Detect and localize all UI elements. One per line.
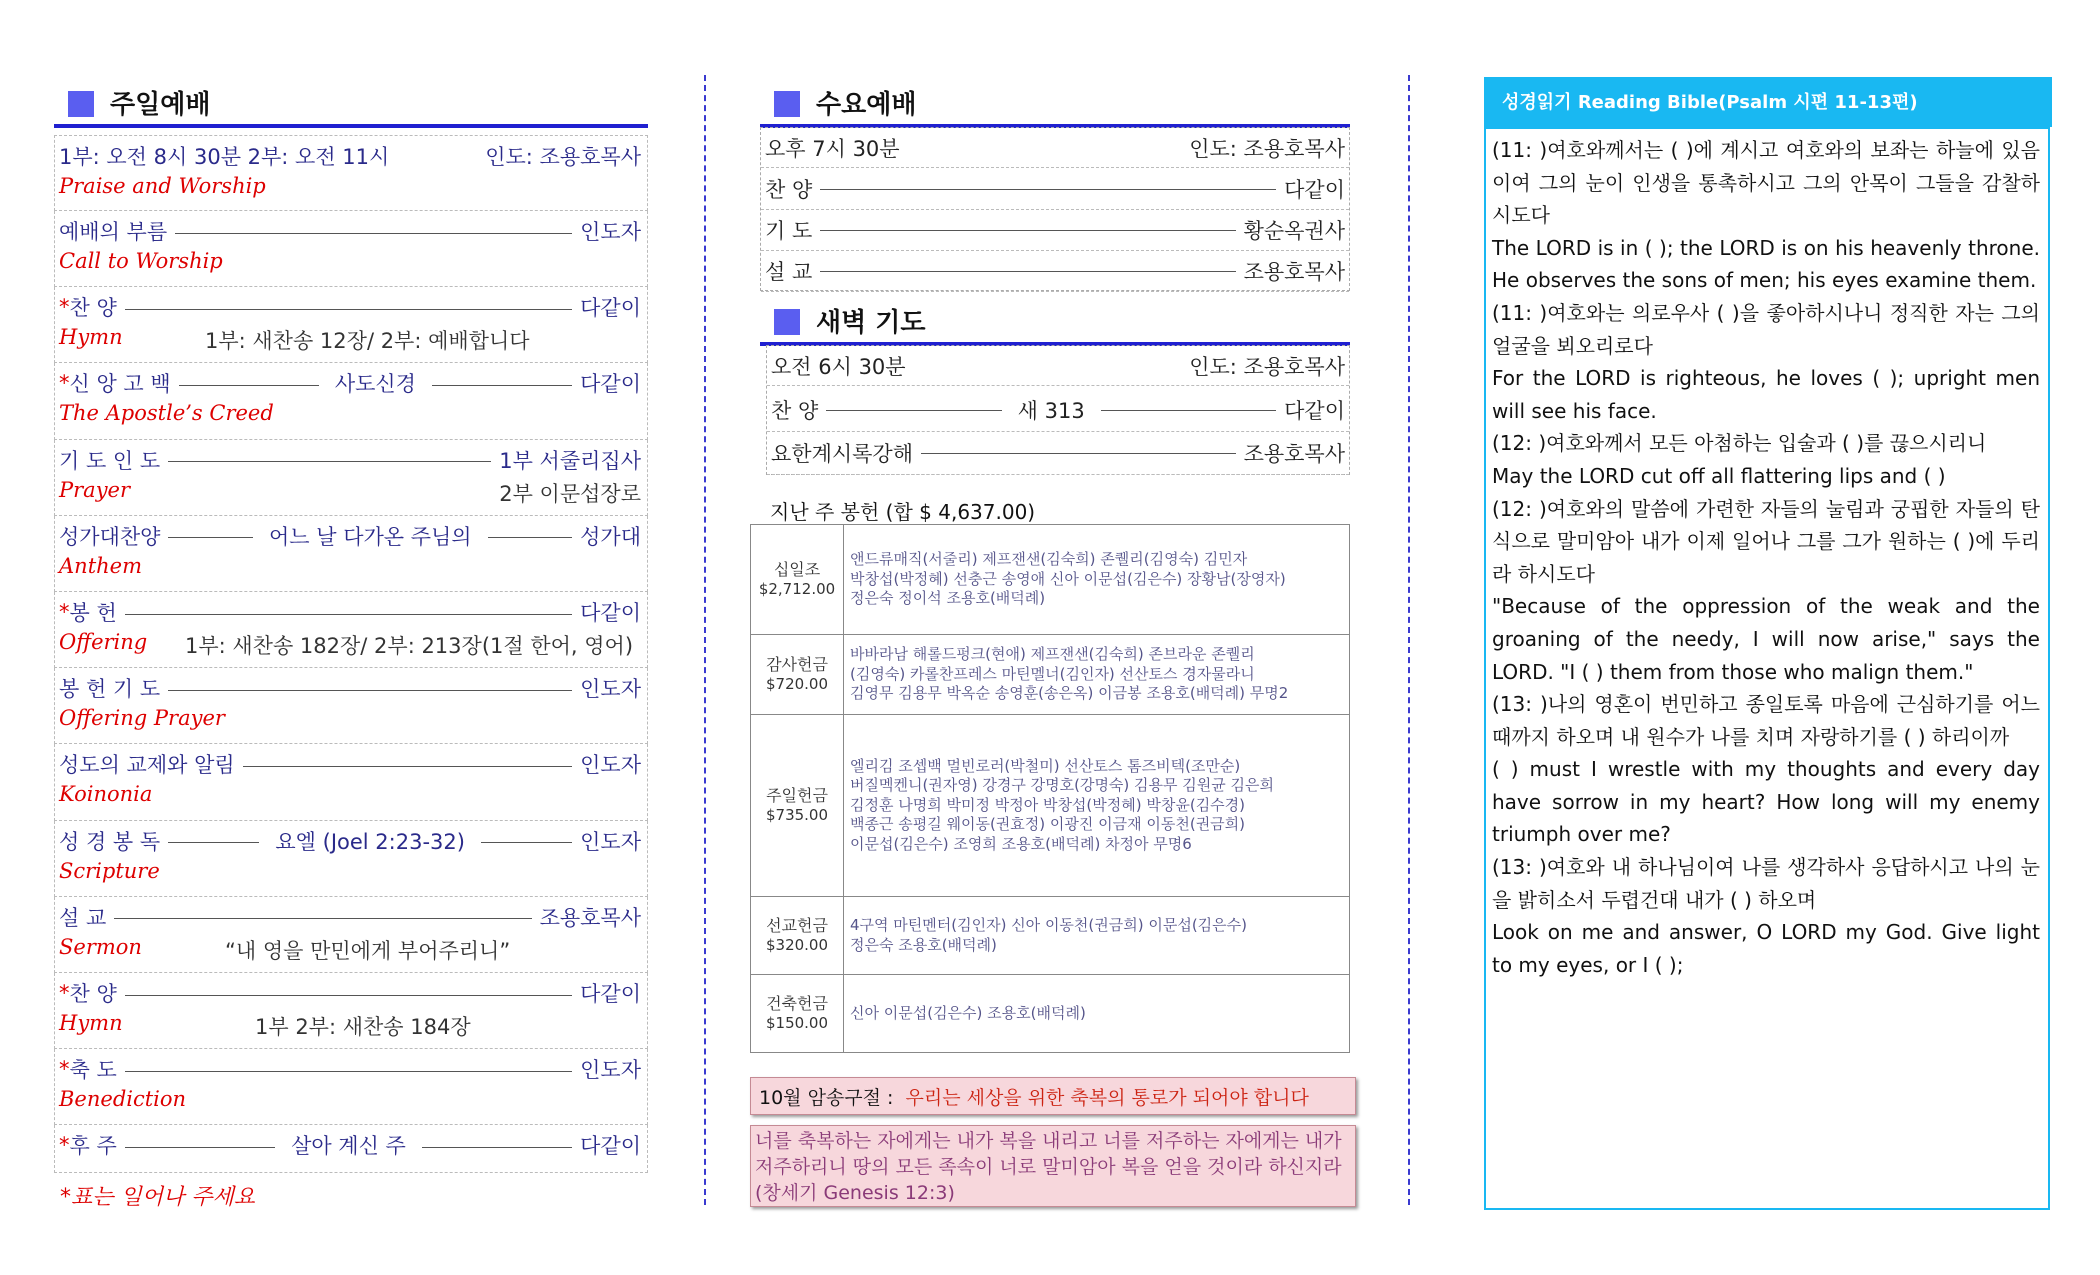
order-item-leader: 다같이 <box>1284 399 1345 423</box>
reading-paragraph: (11: )여호와는 의로우사 ( )을 좋아하시나니 정직한 자는 그의 얼굴을 뵈오리로다 <box>1492 300 2040 358</box>
leader-line <box>114 918 531 919</box>
sunday-order-row <box>54 1125 648 1173</box>
order-item-name: 신 앙 고 백 <box>69 372 171 397</box>
reading-paragraph: (11: )여호와께서는 ( )에 계시고 여호와의 보좌는 하늘에 있음이여 그의 눈이 인생을 통촉하시고 그의 안목이 그들을 감찰하시도다 <box>1492 138 2040 228</box>
wednesday-box <box>760 127 1350 291</box>
leader-line <box>168 690 572 691</box>
section-square-icon <box>774 309 800 335</box>
order-item-name: 찬 양 <box>69 296 117 321</box>
order-item-note: 1부 2부: 새찬송 184장 <box>255 1015 471 1039</box>
order-item-english: Scripture <box>59 858 160 883</box>
order-item-english: Hymn <box>59 1011 123 1035</box>
order-item-leader: 다같이 <box>580 982 641 1006</box>
leader-line <box>921 453 1236 454</box>
order-item-name: 예배의 부름 <box>59 220 168 244</box>
sunday-order-row <box>54 592 648 668</box>
sunday-order-row <box>54 744 648 820</box>
order-item-name: 요한계시록강해 <box>771 442 914 466</box>
order-item-name: 기 도 <box>765 219 813 243</box>
order-item-name: 봉 헌 기 도 <box>59 677 161 702</box>
order-item-leader: 황순옥권사 <box>1243 219 1345 243</box>
sunday-leader: 인도: 조용호목사 <box>485 145 641 169</box>
offering-label: 선교헌금 <box>766 916 828 936</box>
offering-name-line: 이문섭(김은수) 조영희 조용호(배덕례) 차정아 무명6 <box>850 834 1192 853</box>
reading-paragraph: (13: )나의 영혼이 번민하고 종일토록 마음에 근심하기를 어느 때까지 하오며 내 원수가 나를 치며 자랑하기를 ( ) 하리이까 <box>1492 692 2040 749</box>
order-item-name: 축 도 <box>69 1058 117 1083</box>
dawn-box <box>766 345 1350 475</box>
order-item-detail: 요엘 (Joel 2:23-32) <box>275 829 465 854</box>
order-item-detail: 살아 계신 주 <box>291 1134 406 1159</box>
offering-label: 십일조 <box>773 560 821 580</box>
sunday-times: 1부: 오전 8시 30분 2부: 오전 11시 <box>59 145 390 169</box>
leader-line <box>820 230 1235 231</box>
required-stand-marker: * <box>59 295 70 320</box>
memory-verse-bar <box>750 1077 1356 1115</box>
wednesday-leader: 인도: 조용호목사 <box>1189 136 1345 161</box>
required-stand-marker: * <box>59 981 70 1005</box>
offering-heading: 지난 주 봉헌 (합 $ 4,637.00) <box>770 500 1036 524</box>
sunday-title: 주일예배 <box>110 90 211 120</box>
order-item-leader: 성가대 <box>580 524 641 549</box>
reading-header <box>1484 77 2052 127</box>
leader-line <box>432 385 572 386</box>
order-item-english: The Apostle’s Creed <box>59 401 274 426</box>
offering-row <box>751 975 1350 1053</box>
leader-line <box>243 766 573 767</box>
offering-amount: $320.00 <box>765 936 829 955</box>
reading-paragraph: (12: )여호와의 말씀에 가련한 자들의 눌림과 궁핍한 자들의 탄식으로 말미암아 내가 이제 일어나 그를 그가 원하는 ( )에 두리라 하시도다 <box>1492 496 2040 586</box>
offering-name-line: 앤드류매직(서줄리) 제프잰샌(김숙희) 존퀠리(김영숙) 김민자 <box>850 550 1248 569</box>
order-item-note: 2부 이문섭장로 <box>499 481 641 506</box>
offering-name-line: 4구역 마틴멘터(김인자) 신아 이동천(권금희) 이문섭(김은수) <box>850 916 1248 934</box>
reading-paragraph: "Because of the oppression of the weak and the groaning of the needy, I will now arise," says the LORD. "I ( ) them from those who malign them." <box>1492 594 2040 684</box>
leader-line <box>168 842 259 843</box>
offering-label: 감사헌금 <box>766 655 828 675</box>
leader-line <box>179 385 319 386</box>
sunday-times-row <box>54 135 648 211</box>
reading-title: 성경읽기 Reading Bible(Psalm 시편 11-13편) <box>1502 92 1918 113</box>
offering-amount: $150.00 <box>765 1014 829 1033</box>
order-item-name: 성 경 봉 독 <box>59 829 161 854</box>
leader-line <box>125 1071 572 1072</box>
order-item-note: “내 영을 만민에게 부어주리니” <box>225 938 511 963</box>
order-item-detail: 사도신경 <box>334 372 416 397</box>
order-item-name: 찬 양 <box>765 178 813 202</box>
leader-line <box>820 271 1235 272</box>
offering-amount: $720.00 <box>765 675 829 694</box>
leader-line <box>826 410 1001 411</box>
column-separator <box>704 75 706 1205</box>
offering-category <box>751 897 844 975</box>
leader-line <box>481 842 572 843</box>
order-item-name: 성도의 교제와 알림 <box>59 753 235 778</box>
order-item-english: Koinonia <box>59 782 153 807</box>
sunday-order-row <box>54 668 648 744</box>
required-stand-marker: * <box>59 1133 70 1158</box>
offering-label: 주일헌금 <box>766 786 828 806</box>
sunday-order-row <box>54 973 648 1049</box>
offering-category <box>751 975 844 1053</box>
order-item-english: Prayer <box>59 477 131 502</box>
offering-name-line: (김영숙) 카롤찬프레스 마틴멜너(김인자) 선산토스 경자물라니 <box>850 664 1255 683</box>
leader-line <box>125 995 572 996</box>
dawn-order-row <box>767 389 1349 432</box>
memory-label: 10월 암송구절 : <box>759 1087 894 1109</box>
order-item-leader: 인도자 <box>580 220 641 244</box>
required-stand-marker: * <box>59 1057 70 1082</box>
section-square-icon <box>774 91 800 117</box>
order-item-name: 기 도 인 도 <box>59 448 161 473</box>
sunday-order-row <box>54 1049 648 1125</box>
wednesday-time-row <box>761 128 1349 168</box>
reading-paragraph: May the LORD cut off all flattering lips and ( ) <box>1492 463 1946 488</box>
dawn-order-row <box>767 432 1349 475</box>
offering-names <box>844 635 1350 715</box>
leader-line <box>168 537 253 538</box>
dawn-title: 새벽 기도 <box>816 308 926 338</box>
order-item-leader: 인도자 <box>580 829 641 854</box>
order-item-name: 설 교 <box>59 905 107 930</box>
order-item-name: 찬 양 <box>771 399 819 423</box>
offering-row <box>751 635 1350 715</box>
leader-line <box>125 1147 275 1148</box>
offering-name-line: 박창섭(박정혜) 선충근 송영애 신아 이문섭(김은수) 장황남(장영자) <box>850 569 1286 588</box>
offering-category <box>751 635 844 715</box>
sunday-footnote: *표는 일어나 주세요 <box>60 1185 256 1210</box>
order-item-detail: 어느 날 다가온 주님의 <box>268 524 472 549</box>
wednesday-section-header <box>760 78 1350 128</box>
order-item-name: 설 교 <box>765 260 813 284</box>
order-item-leader: 다같이 <box>580 372 641 397</box>
order-item-english: Sermon <box>59 934 142 959</box>
section-square-icon <box>68 91 94 117</box>
order-item-name: 봉 헌 <box>69 601 117 625</box>
offering-name-line: 버질멕켄니(권자영) 강경구 강명호(강명숙) 김용무 김원균 김은희 <box>850 776 1274 795</box>
offering-name-line: 김정훈 나명희 박미정 박정아 박창섭(박정혜) 박창윤(김수경) <box>850 795 1246 814</box>
leader-line <box>488 537 573 538</box>
order-item-note: 1부: 새찬송 182장/ 2부: 213장(1절 한어, 영어) <box>185 634 634 658</box>
memory-verse-text: 너를 축복하는 자에게는 내가 복을 내리고 너를 저주하는 자에게는 내가 저주하리니 땅의 모든 족속이 너로 말미암아 복을 얻을 것이라 하신지라 (창세기 Genesis 12:3) <box>755 1130 1342 1204</box>
offering-name-line: 백종근 송평길 웨이동(권효정) 이광진 이금재 이동천(권금희) <box>850 815 1246 834</box>
reading-paragraph: For the LORD is righteous, he loves ( ); upright men will see his face. <box>1492 366 2040 423</box>
leader-line <box>422 1147 572 1148</box>
wednesday-time: 오후 7시 30분 <box>765 136 900 161</box>
offering-name-line: 김영무 김용무 박옥순 송영훈(송은옥) 이금봉 조용호(배덕례) 무명2 <box>850 684 1289 703</box>
dawn-time: 오전 6시 30분 <box>771 354 906 379</box>
wednesday-title: 수요예배 <box>816 90 917 120</box>
offering-row <box>751 525 1350 635</box>
reading-paragraph: The LORD is in ( ); the LORD is on his heavenly throne. He observes the sons of men; his eyes examine them. <box>1492 235 2040 293</box>
order-item-leader: 조용호목사 <box>539 905 641 930</box>
offering-row <box>751 715 1350 897</box>
offering-names <box>844 525 1350 635</box>
offering-amount: $735.00 <box>765 806 829 825</box>
reading-paragraph: ( ) must I wrestle with my thoughts and every day have sorrow in my heart? How long will my enemy triumph over me? <box>1492 757 2040 847</box>
wednesday-order-row <box>761 251 1349 292</box>
offering-names <box>844 975 1350 1053</box>
leader-line <box>125 309 572 310</box>
order-item-leader: 조용호목사 <box>1243 260 1345 284</box>
dawn-time-row <box>767 346 1349 386</box>
order-item-name: 후 주 <box>69 1134 117 1159</box>
sunday-order-row <box>54 516 648 592</box>
required-stand-marker: * <box>59 371 70 396</box>
dawn-leader: 인도: 조용호목사 <box>1189 354 1345 379</box>
order-item-name: 성가대찬양 <box>59 524 161 549</box>
order-item-note: 1부: 새찬송 12장/ 2부: 예배합니다 <box>205 329 530 354</box>
order-item-english: Call to Worship <box>59 249 223 273</box>
order-item-leader: 조용호목사 <box>1243 442 1345 466</box>
memory-verse-box <box>750 1125 1356 1207</box>
order-item-leader: 인도자 <box>580 753 641 778</box>
reading-paragraph: (12: )여호와께서 모든 아첨하는 입술과 ( )를 끊으시리니 <box>1492 431 1987 456</box>
leader-line <box>175 233 572 234</box>
order-item-english: Offering Prayer <box>59 706 225 731</box>
order-item-leader: 1부 서줄리집사 <box>499 448 641 473</box>
reading-paragraph: Look on me and answer, O LORD my God. Give light to my eyes, or I ( ); <box>1492 920 2040 977</box>
offering-label: 건축헌금 <box>766 994 828 1014</box>
offering-category <box>751 525 844 635</box>
offering-name-line: 정은숙 정이석 조용호(배덕례) <box>850 589 1046 608</box>
required-stand-marker: * <box>59 600 70 624</box>
order-item-leader: 다같이 <box>580 601 641 625</box>
order-item-english: Benediction <box>59 1087 187 1112</box>
offering-name-line: 바바라남 해롤드펑크(현애) 제프잰샌(김숙희) 존브라운 존퀠리 <box>850 645 1255 664</box>
order-item-english: Anthem <box>59 553 142 578</box>
sunday-section-header <box>54 78 648 128</box>
offering-name-line: 정은숙 조용호(배덕례) <box>850 935 997 954</box>
dawn-section-header <box>760 296 1350 346</box>
order-item-leader: 다같이 <box>580 1134 642 1159</box>
sunday-order-row <box>54 287 648 363</box>
sunday-order-row <box>54 363 648 439</box>
order-item-english: Offering <box>59 630 148 654</box>
offering-name-line: 엘리김 조셉백 멀빈로러(박철미) 선산토스 톰즈비텍(조만순) <box>850 756 1241 775</box>
leader-line <box>1101 410 1276 411</box>
sunday-order-row <box>54 821 648 897</box>
order-item-english: Hymn <box>59 325 123 350</box>
memory-theme: 우리는 세상을 위한 축복의 통로가 되어야 합니다 <box>905 1087 1309 1109</box>
wednesday-order-row <box>761 169 1349 210</box>
order-item-name: 찬 양 <box>69 982 117 1006</box>
offering-name-line: 신아 이문섭(김은수) 조용호(배덕례) <box>850 1003 1086 1022</box>
offering-amount: $2,712.00 <box>758 580 836 599</box>
offering-table <box>750 524 1350 1053</box>
reading-paragraph: (13: )여호와 내 하나님이여 나를 생각하사 응답하시고 나의 눈을 밝히소서 두렵건대 내가 ( ) 하오며 <box>1492 855 2040 912</box>
order-item-leader: 인도자 <box>580 1058 641 1083</box>
sunday-order-row <box>54 211 648 287</box>
offering-category <box>751 715 844 897</box>
leader-line <box>820 189 1276 190</box>
order-item-leader: 다같이 <box>580 296 641 321</box>
sunday-order-row <box>54 440 648 516</box>
order-item-leader: 다같이 <box>1284 178 1345 202</box>
offering-names <box>844 715 1350 897</box>
offering-row <box>751 897 1350 975</box>
order-item-detail: 새 313 <box>1017 399 1085 423</box>
sunday-order-row <box>54 897 648 973</box>
offering-names <box>844 897 1350 975</box>
reading-text <box>1492 134 2040 981</box>
column-separator <box>1408 75 1410 1205</box>
praise-worship-label: Praise and Worship <box>59 174 266 198</box>
leader-line <box>125 614 572 615</box>
leader-line <box>168 461 491 462</box>
order-item-leader: 인도자 <box>580 677 641 702</box>
wednesday-order-row <box>761 210 1349 251</box>
